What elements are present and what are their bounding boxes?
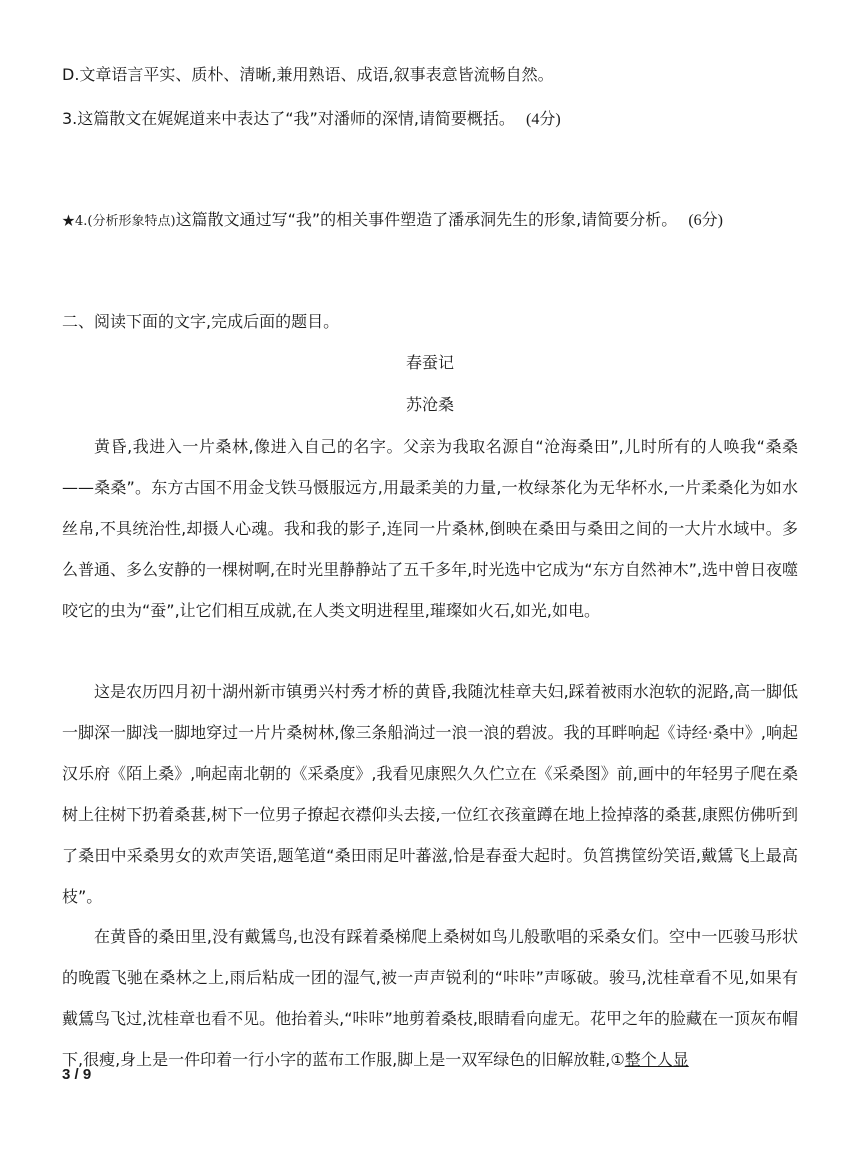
question-3-score: (4分) — [526, 111, 561, 128]
article-paragraph-1: 黄昏,我进入一片桑林,像进入自己的名字。父亲为我取名源自“沧海桑田”,儿时所有的人唤我“桑桑——桑桑”。东方古国不用金戈铁马慑服远方,用最柔美的力量,一枚绿茶化为无华杯水,一片柔桑化为如水丝帛,不具统治性,却摄人心魂。我和我的影子,连同一片桑林,倒映在桑田与桑田之间的一大片水域中。多么普通、多么安静的一棵树啊,在时光里静静站了五千多年,时光选中它成为“东方自然神木”,选中曾日夜噬咬它的虫为“蚕”,让它们相互成就,在人类文明进程里,璀璨如火石,如光,如电。 — [62, 437, 798, 620]
question-4-prefix: ★4.(分析形象特点) — [62, 214, 176, 229]
annotation-marker: ① — [610, 1049, 625, 1069]
question-4 — [62, 209, 723, 233]
question-3 — [62, 108, 561, 131]
article-paragraph-3 — [62, 917, 798, 1081]
question-4-score: (6分) — [688, 212, 723, 229]
question-4-text: 这篇散文通过写“我”的相关事件塑造了潘承洞先生的形象,请简要分析。 — [175, 210, 678, 229]
underlined-phrase: 整个人显 — [624, 1049, 689, 1069]
article-title: 春蚕记 — [405, 353, 454, 372]
page-number: 3 / 9 — [62, 1066, 92, 1083]
section-2-heading: 二、阅读下面的文字,完成后面的题目。 — [62, 312, 340, 331]
article-paragraph-2: 这是农历四月初十湖州新市镇勇兴村秀才桥的黄昏,我随沈桂章夫妇,踩着被雨水泡软的泥路,高一脚低一脚深一脚浅一脚地穿过一片片桑树林,像三条船淌过一浪一浪的碧波。我的耳畔响起《诗经·桑中》,响起汉乐府《陌上桑》,响起南北朝的《采桑度》,我看见康熙久久伫立在《采桑图》前,画中的年轻男子爬在桑树上往树下扔着桑葚,树下一位男子撩起衣襟仰头去接,一位红衣孩童蹲在地上捡掉落的桑葚,康熙仿佛听到了桑田中采桑男女的欢声笑语,题笔道“桑田雨足叶蕃滋,恰是春蚕大起时。负筥携筐纷笑语,戴鵀飞上最高枝”。 — [62, 682, 798, 906]
article-author: 苏沧桑 — [405, 395, 454, 414]
paragraph-3-text: 在黄昏的桑田里,没有戴鵀鸟,也没有踩着桑梯爬上桑树如鸟儿般歌唱的采桑女们。空中一匹骏马形状的晚霞飞驰在桑林之上,雨后粘成一团的湿气,被一声声锐利的“咔咔”声啄破。骏马,沈桂章看不见,如果有戴鵀鸟飞过,沈桂章也看不见。他抬着头,“咔咔”地剪着桑枝,眼睛看向虚无。花甲之年的脸藏在一顶灰布帽下,很瘦,身上是一件印着一行小字的蓝布工作服,脚上是一双军绿色的旧解放鞋, — [62, 927, 798, 1069]
option-d: D.文章语言平实、质朴、清晰,兼用熟语、成语,叙事表意皆流畅自然。 — [62, 65, 554, 84]
question-3-text: 3.这篇散文在娓娓道来中表达了“我”对潘师的深情,请简要概括。 — [62, 109, 515, 128]
